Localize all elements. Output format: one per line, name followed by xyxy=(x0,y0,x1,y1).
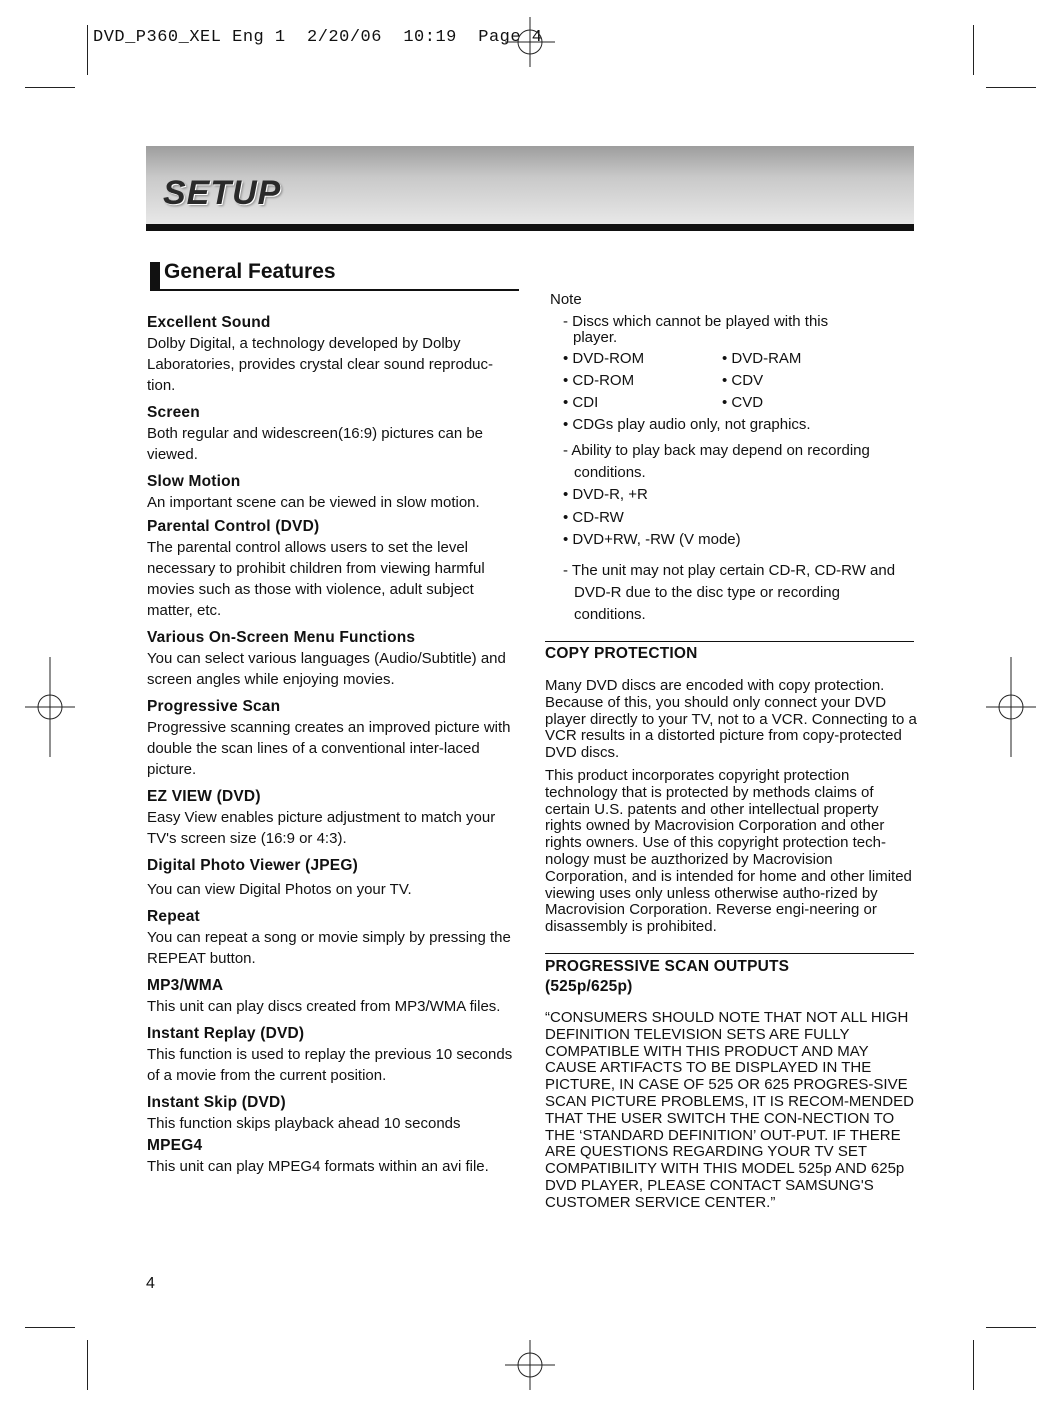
feature-list xyxy=(147,313,519,1184)
feature-item xyxy=(147,1024,519,1086)
disc-item: • DVD-ROM xyxy=(563,350,645,367)
disc-item: • CDI xyxy=(563,394,599,411)
crop-mark xyxy=(87,25,88,75)
registration-mark-icon xyxy=(505,1340,555,1390)
feature-title: Excellent Sound xyxy=(147,314,271,331)
note-label: Note xyxy=(550,291,582,308)
feature-title: Instant Replay (DVD) xyxy=(147,1025,305,1042)
feature-text: You can repeat a song or movie simply by pressing the REPEAT button. xyxy=(147,929,511,967)
feature-item xyxy=(147,976,519,1017)
note-intro: - Discs which cannot be played with this player. xyxy=(563,313,829,346)
feature-title: Slow Motion xyxy=(147,473,241,490)
feature-item xyxy=(147,1136,519,1177)
heading-marker xyxy=(150,262,160,290)
disc-item: • DVD+RW, -RW (V mode) xyxy=(563,531,741,548)
feature-text: Progressive scanning creates an improved picture with double the scan lines of a conventional inter-laced picture. xyxy=(147,719,511,778)
feature-item xyxy=(147,517,519,621)
feature-text: Dolby Digital, a technology developed by Dolby Laboratories, provides crystal clear sound reproduc-tion. xyxy=(147,335,494,394)
feature-item xyxy=(147,787,519,849)
feature-item xyxy=(147,907,519,969)
feature-item xyxy=(147,472,519,513)
copy-protection-text: Many DVD discs are encoded with copy protection. Because of this, you should only connect your DVD player directly to your TV, not to a VCR. Connecting to a VCR results in a distorted picture from copy-protected DVD discs. xyxy=(545,677,917,762)
disc-item: • CD-ROM xyxy=(563,372,635,389)
feature-item xyxy=(147,856,519,900)
disc-item: • CVD xyxy=(722,394,764,411)
crop-mark xyxy=(25,87,75,88)
feature-item xyxy=(147,1093,519,1134)
section-heading: (525p/625p) xyxy=(545,978,633,995)
crop-mark xyxy=(25,1327,75,1328)
disc-item: • DVD-RAM xyxy=(722,350,802,367)
feature-text: This unit can play MPEG4 formats within an avi file. xyxy=(147,1158,489,1175)
note-may-not-play: - The unit may not play certain CD-R, CD-RW and DVD-R due to the disc type or recording conditions. xyxy=(563,562,896,623)
section-heading: General Features xyxy=(164,260,336,283)
feature-title: Parental Control (DVD) xyxy=(147,518,320,535)
feature-item xyxy=(147,313,519,396)
feature-title: Screen xyxy=(147,404,200,421)
feature-title: Instant Skip (DVD) xyxy=(147,1094,286,1111)
section-divider xyxy=(545,953,914,954)
feature-title: Repeat xyxy=(147,908,200,925)
disc-item: • CD-RW xyxy=(563,509,624,526)
feature-text: The parental control allows users to set the level necessary to prohibit children from viewing harmful movies such as those with violence, adult subject matter, etc. xyxy=(147,539,485,619)
progressive-notice-text: “CONSUMERS SHOULD NOTE THAT NOT ALL HIGH DEFINITION TELEVISION SETS ARE FULLY COMPATIBLE WITH THIS PRODUCT AND MAY CAUSE ARTIFACTS TO BE DISPLAYED IN THE PICTURE, IN CASE OF 525 OR 625 PROGRES-SIVE SCAN PICTURE PROBLEMS, IT IS RECOM-MENDED THAT THE USER SWITCH THE CON-NECTION TO THE ‘STANDARD DEFINITION’ OUT-PUT. IF THERE ARE QUESTIONS REGARDING YOUR TV SET COMPATIBILITY WITH THIS MODEL 525p AND 625p DVD PLAYER, PLEASE CONTACT SAMSUNG'S CUSTOMER SERVICE CENTER.” xyxy=(545,1009,914,1211)
feature-text: Easy View enables picture adjustment to match your TV's screen size (16:9 or 4:3). xyxy=(147,809,496,847)
page-title: SETUP xyxy=(163,174,282,212)
disc-item: • CDV xyxy=(722,372,764,389)
feature-text: This unit can play discs created from MP3/WMA files. xyxy=(147,998,501,1015)
print-header: DVD_P360_XEL Eng 1 2/20/06 10:19 Page 4 xyxy=(93,28,543,47)
disc-item: • CDGs play audio only, not graphics. xyxy=(563,416,811,433)
feature-title: MP3/WMA xyxy=(147,977,224,994)
copy-protection-text: This product incorporates copyright protection technology that is protected by methods claims of certain U.S. patents and other intellectual property rights owned by Macrovision Corporation and other rights owners. Use of this copyright protection tech-nology must be auzthorized by Macrovision Corporation, and is intended for home and other limited viewing uses only unless otherwise autho-rized by Macrovision Corporation. Reverse engi-neering or disassembly is prohibited. xyxy=(545,767,912,936)
feature-text: This function is used to replay the previous 10 seconds of a movie from the current position. xyxy=(147,1046,513,1084)
feature-item xyxy=(147,403,519,465)
registration-mark-icon xyxy=(986,657,1036,757)
feature-title: Digital Photo Viewer (JPEG) xyxy=(147,857,358,874)
section-heading: COPY PROTECTION xyxy=(545,645,698,662)
banner-underline xyxy=(146,224,914,231)
crop-mark xyxy=(986,87,1036,88)
crop-mark xyxy=(973,25,974,75)
feature-title: EZ VIEW (DVD) xyxy=(147,788,261,805)
feature-text: You can view Digital Photos on your TV. xyxy=(147,881,412,898)
crop-mark xyxy=(986,1327,1036,1328)
feature-text: This function skips playback ahead 10 seconds xyxy=(147,1115,461,1132)
page-number: 4 xyxy=(146,1275,155,1292)
feature-item xyxy=(147,697,519,780)
registration-mark-icon xyxy=(25,657,75,757)
registration-mark-icon xyxy=(505,17,555,67)
feature-item xyxy=(147,628,519,690)
crop-mark xyxy=(87,1340,88,1390)
section-divider xyxy=(545,641,914,642)
section-heading: PROGRESSIVE SCAN OUTPUTS xyxy=(545,958,790,975)
feature-title: Progressive Scan xyxy=(147,698,281,715)
disc-item: • DVD-R, +R xyxy=(563,486,648,503)
crop-mark xyxy=(973,1340,974,1390)
feature-text: An important scene can be viewed in slow motion. xyxy=(147,494,480,511)
feature-title: MPEG4 xyxy=(147,1137,203,1154)
feature-title: Various On-Screen Menu Functions xyxy=(147,629,416,646)
feature-text: You can select various languages (Audio/Subtitle) and screen angles while enjoying movies. xyxy=(147,650,506,688)
note-ability: - Ability to play back may depend on recording conditions. xyxy=(563,442,870,481)
feature-text: Both regular and widescreen(16:9) pictures can be viewed. xyxy=(147,425,484,463)
section-divider xyxy=(150,289,519,291)
